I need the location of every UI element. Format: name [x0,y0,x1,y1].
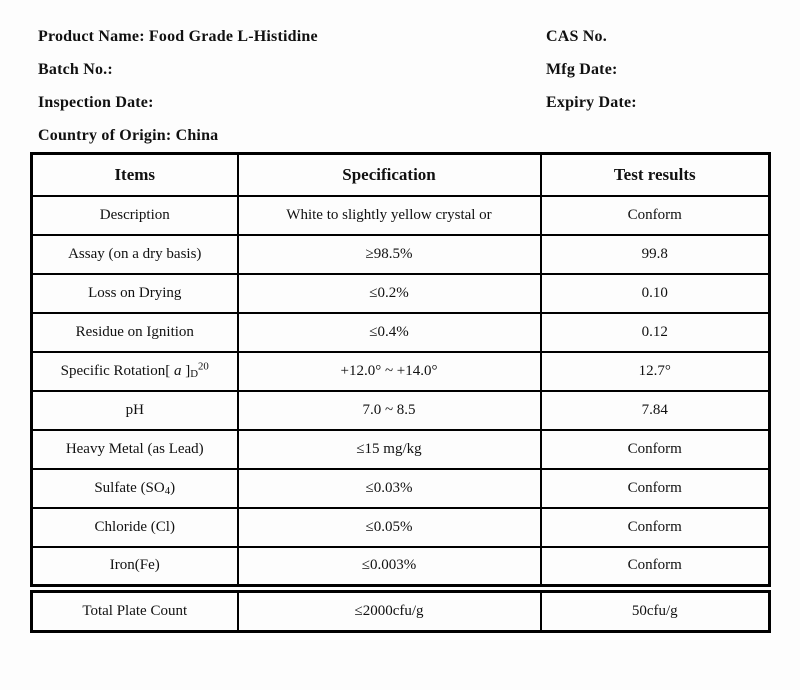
column-header-specification: Specification [238,154,541,196]
item-cell: Heavy Metal (as Lead) [32,430,238,469]
alpha-symbol: a [173,362,182,379]
item-cell: Total Plate Count [32,592,238,632]
spec-cell: ≤0.03% [238,469,541,508]
table-row-specific-rotation [32,352,770,391]
inspection-date-label: Inspection Date: [38,93,154,111]
spec-cell: ≥98.5% [238,235,541,274]
table-row-chloride [32,508,770,547]
result-cell: 0.12 [541,313,770,352]
table-row-total-plate-count [32,592,770,632]
item-cell: Chloride (Cl) [32,508,238,547]
item-cell [32,352,238,391]
batch-no-label: Batch No.: [38,60,113,78]
result-cell: 50cfu/g [541,592,770,632]
table-row-iron [32,547,770,586]
spec-cell: ≤0.4% [238,313,541,352]
result-cell: 7.84 [541,391,770,430]
result-cell: Conform [541,469,770,508]
item-cell: Loss on Drying [32,274,238,313]
table-row-assay [32,235,770,274]
item-cell: Assay (on a dry basis) [32,235,238,274]
item-subscript: D [190,367,199,380]
header-line-origin [38,119,800,152]
spec-table-footer [30,590,771,633]
spec-table [30,152,771,587]
table-row-sulfate [32,469,770,508]
table-row-description [32,196,770,235]
expiry-date-label: Expiry Date: [546,93,637,111]
spec-cell: ≤0.003% [238,547,541,586]
spec-cell: +12.0° ~ +14.0° [238,352,541,391]
table-row-heavy-metal [32,430,770,469]
cas-no-label: CAS No. [546,27,607,45]
header-line-batch [38,53,800,86]
item-superscript: 20 [198,360,209,373]
document-header [0,0,800,152]
item-cell: Iron(Fe) [32,547,238,586]
item-text: Sulfate (SO [94,479,165,496]
item-cell [32,469,238,508]
country-of-origin-label: Country of Origin: China [38,126,219,144]
spec-cell: ≤0.2% [238,274,541,313]
spec-cell: ≤15 mg/kg [238,430,541,469]
result-cell: Conform [541,508,770,547]
result-cell: Conform [541,430,770,469]
item-cell: Residue on Ignition [32,313,238,352]
result-cell: 99.8 [541,235,770,274]
item-cell: Description [32,196,238,235]
spec-cell: 7.0 ~ 8.5 [238,391,541,430]
table-row-ph [32,391,770,430]
header-line-inspection [38,86,800,119]
item-cell: pH [32,391,238,430]
mfg-date-label: Mfg Date: [546,60,618,78]
item-text: ] [181,362,191,379]
result-cell: Conform [541,196,770,235]
item-text: ) [170,479,176,496]
table-row-loss-on-drying [32,274,770,313]
header-line-product [38,20,800,53]
spec-cell: ≤2000cfu/g [238,592,541,632]
result-cell: 12.7° [541,352,770,391]
column-header-items: Items [32,154,238,196]
product-name-label: Product Name: Food Grade L-Histidine [38,27,318,45]
table-row-residue-on-ignition [32,313,770,352]
item-subscript: 4 [164,484,171,497]
spec-cell: White to slightly yellow crystal or [238,196,541,235]
spec-cell: ≤0.05% [238,508,541,547]
result-cell: 0.10 [541,274,770,313]
column-header-test-results: Test results [541,154,770,196]
item-text: Specific Rotation[ [60,362,174,379]
header-row [32,154,770,196]
result-cell: Conform [541,547,770,586]
